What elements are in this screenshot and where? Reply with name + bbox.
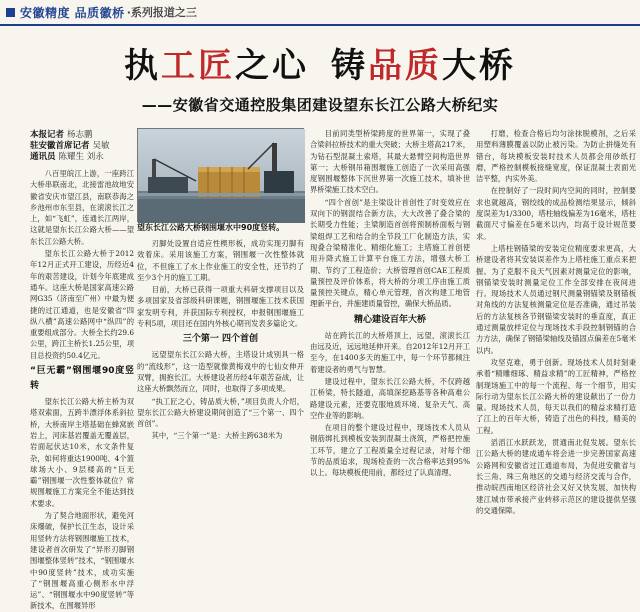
paragraph: 远望望东长江公路大桥，主塔设计成别具一格的“流线形”，这一造型就像黄梅戏中的七仙女伸开双臂，拥抱长江。大桥建设者历经4年艰苦奋战，让这座大桥飘然而立，同时，也取得了多项成果。 [137, 350, 304, 394]
paragraph: 滔滔江水跃跃龙，贯通南北促发展。望东长江公路大桥的建成通车将会进一步完善国家高速公路网和安徽省过江通道布局，为促进安徽省与长三角、珠三角地区的交通与经济交流与合作，推动皖西南地区经济社会又好又快发展，加快构建江城市带承接产业转移示范区的建设提供坚强的交通保障。 [476, 438, 636, 515]
article-column-3 [310, 128, 470, 478]
headline-part: 之心 [235, 46, 309, 86]
paragraph: 为了契合地面形状，避免河床爆破，保护长江生态，设计采用竖转方法将钢围堰施工技术，建设者首次研发了“异形刃脚钢围堰整体竖转”技术，“钢围堰水中90度竖转”技术，成功实施了“钢围堰高重心侧形水中浮运”、“钢围堰水中90度竖转”等新技术，在围堰异形 [30, 511, 134, 611]
section-banner [0, 0, 640, 24]
paragraph: 望东长江公路大桥主桥为双塔双索面，五跨半漂浮体系斜拉桥，大桥南岸主塔基础在蜂窝嵌岩上，河床基岩覆盖无覆盖层，岩面起伏达10米，水文条件复杂，如何将重达1900吨、4个篮球场大小、9层楼高的“巨无霸”钢围堰一次性整体就位？常规围堰施工方案完全不能达到技术要求。 [30, 397, 134, 508]
paragraph: 刃脚处设置自适应性楔形板，成功实现刃脚有效着床。采用该施工方案，钢围堰一次性整体就位，不但施工了水上作业施工的安全性，还节约了至少3个月的施工工期。 [137, 239, 304, 282]
byline-role: 驻安徽首席记者 [30, 141, 90, 151]
paragraph: 在控制好了一段时间内空间的同时，控制要求也就越高，钢绞线的成品检测结果显示，倾斜度误差为1/3300，塔柱轴线偏差为16毫米，塔柱截面尺寸偏差在5毫米以内，均高于设计规范要求。 [476, 186, 636, 241]
series-subtitle: ·系列报道之三 [126, 6, 197, 19]
series-title: 安徽精度 品质徽桥 [20, 5, 125, 20]
headline-part: 铸 [331, 46, 368, 86]
headline-part: 执 [124, 46, 161, 86]
paragraph: 目前同类型桥梁跨度的世界第一，实现了叠合梁斜拉桥技术的重大突破；大桥主塔高217米，为钻石型混凝土索塔，其最大悬臂空间构造世界第一；大桥钢吊箱围堰施工创造了一次采用高强度钢围堰整体下沉世界第一次施工技术，填补世界桥梁施工技术空白。 [310, 129, 470, 195]
section-subheading: 精心建设百年大桥 [353, 314, 426, 325]
paragraph: 目前，大桥已获得一项重大科研支撑项目以及多项国家及省部级科研课题，钢围堰施工技术获国家发明专利，并获国际专利授权，申报钢围堰施工专利5项，项目还在国内外核心期刊发表多篇论文。 [137, 285, 304, 329]
paragraph: “执工匠之心，铸品质大桥，”项目负责人介绍，望东长江公路大桥建设期间创造了“三个第一、四个首创”。 [137, 396, 304, 429]
paragraph: 建设过程中，望东长江公路大桥，不仅跨越江桥梁，特长隧道，高填深挖路基等各种高难公路建设元素，还要克服地质环境、复杂天气、高空作业等的影响。 [310, 376, 470, 420]
byline-names: 陈耀生 刘永 [58, 152, 104, 162]
byline-row [30, 141, 134, 152]
byline-names: 吴敏 [92, 141, 110, 151]
bridge-construction-photo [137, 128, 304, 222]
paragraph: 望东长江公路大桥于2012年12月正式开工建设，历经近4年的艰苦建设，计划今年底建成通车。这座大桥是国家高速公路网G35（济南至广州）中最为便捷的过江通道，也是安徽省“四纵八横”高速公路网中“纵四”的重要组成部分。大桥全长约29.6公里，跨江主桥长1.25公里，项目总投资约50.4亿元。 [30, 249, 134, 360]
headline-highlight: 工匠 [161, 46, 235, 86]
byline-row [30, 130, 134, 141]
paragraph: 八百里皖江上游，一座跨江大桥串联南北，北接雷池故地安徽省安庆市望江县，南联恭海之乡池州市东至县，在滚滚长江之上，如“飞虹”，连通长江两岸，这就是望东长江公路大桥——望东长江公路大桥。 [30, 169, 134, 246]
byline-row [30, 152, 134, 163]
byline-role: 通讯员 [30, 152, 56, 162]
paragraph: 上塔柱钢锚梁的安装定位精度要求更高，大桥建设者将其安装误差作为上塔柱施工重点来把握。为了克服不良天气因素对测量定位的影响，钢锚梁安装时测量定位工作全部安排在夜间进行。现场技术人员通过钢尺测量钢锚梁及钢锚板对角线的方法复核测量定位是否准确，通过吊装后的方法复核各节钢锚梁安装时的垂直度，真正通过测量放样定位与现场技术手段控制钢锚的合力方法，确保了钢锚梁轴线及锚固点偏差在5毫米以内。 [476, 243, 636, 355]
headline-part: 大桥 [442, 46, 516, 86]
section-subheading: “巨无霸”钢围堰90度竖转 [30, 366, 134, 392]
paragraph: 打磨，检查合格后均匀涂抹脱模剂，之后采用塑料薄膜覆盖以防止被污染。为防止拼缝处有错台，每块模板安装时技术人员都会用砂纸打磨，严格控制模板接缝宽度，保证混凝土表面光洁平整，内实外美。 [476, 129, 636, 184]
section-subheading: 三个第一 四个首创 [182, 334, 259, 345]
paragraph: 站在跨长江的大桥塔顶上，远望，滚滚长江由远及近，远远地延伸开来。自2012年12月开工至今，在1400多天的施工中，每一个环节都倾注着建设者的勇气与智慧。 [310, 330, 470, 374]
article-subheadline: ——安徽省交通控股集团建设望东长江公路大桥纪实 [141, 96, 499, 114]
paragraph: 攻坚克难，勇于创新。现场技术人员时刻秉承着“精雕细琢、精益求精”的工匠精神，严格控制现场施工中的每一个流程、每一个细节，用实际行动为望东长江公路大桥的建设献出了一份力量。现场技术人员，每天以我们的精益求精打造了江上的百年大桥，铸造了出色的科技，精美的工程。 [476, 357, 636, 435]
paragraph: 在项目的整个建设过程中，现场技术人员从钢筋绑扎到模板安装到混凝土浇筑，严格把控施工环节，建立了工程质量全过程记录，对每个细节的品质追求，现场检查的一次合格率达到95%以上。每块模板使用前，都经过了认真清理、 [310, 423, 470, 478]
article-column-1 [30, 168, 134, 611]
article-column-2 [137, 238, 304, 458]
banner-square-icon [6, 8, 15, 17]
paragraph: 其中，“三个第一”是：大桥主跨638米为 [151, 431, 283, 441]
photo-caption: 望东长江公路大桥钢围堰水中90度竖转。 [137, 223, 285, 232]
article-headline [0, 38, 640, 87]
byline-block [30, 130, 134, 163]
headline-highlight: 品质 [368, 46, 442, 86]
banner-divider [0, 24, 640, 26]
byline-role: 本报记者 [30, 130, 65, 140]
article-column-4 [476, 128, 636, 515]
paragraph: “四个首创”是主梁设计首创性了时变效应在双向下的钢混结合新方法，大大改善了叠合梁的长期受力性能；主梁制造首创将预制桥面板与钢梁组焊工艺和结合的全节段工厂化制造方法，实现叠合梁精准化、精细化施工；主塔施工首创使用升降式施工计算平台施工方法，增强大桥工期、节约了工程造价；大桥管理首创CAE工程质量预控及评价体系，将大桥的分项工序由施工质量预控关键点，精心单元管理，首次构建工地管理新平台，并施建质量管控，确保大桥品质。 [310, 197, 470, 309]
byline-names: 杨志鹏 [67, 130, 93, 140]
